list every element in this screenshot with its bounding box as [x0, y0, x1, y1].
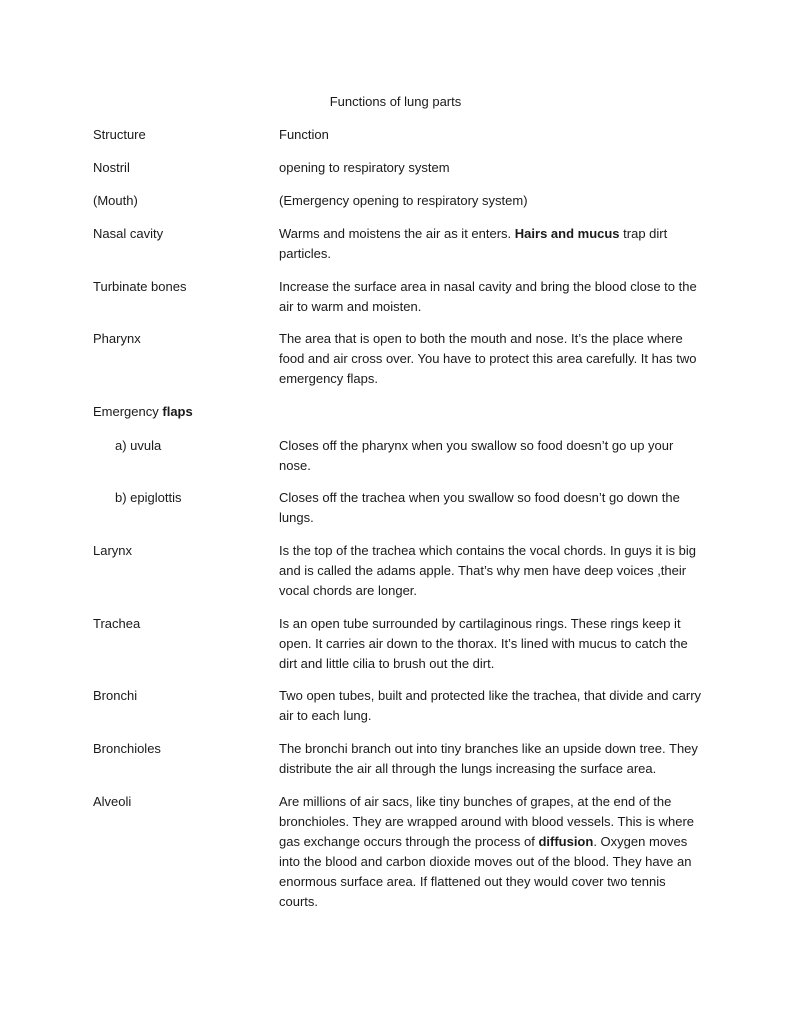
function-text: Increase the surface area in nasal cavity and bring the blood close to the air to warm and moisten.: [279, 279, 697, 314]
structure-cell: Alveoli: [93, 794, 132, 809]
structure-cell: Turbinate bones: [93, 279, 187, 294]
bold-term: diffusion: [538, 834, 594, 849]
structure-cell: Pharynx: [93, 331, 141, 346]
document-title: Functions of lung parts: [329, 94, 462, 109]
function-text: Are millions of air sacs, like tiny bunches of grapes, at the end of the bronchioles. They are wrapped around with blood vessels. This is where gas exchange occurs through the process of: [279, 794, 695, 849]
function-text: Is an open tube surrounded by cartilaginous rings. These rings keep it open. It carries air down to the thorax. It’s lined with mucus to catch the dirt and little cilia to brush out the dirt.: [279, 616, 688, 671]
structure-cell: (Mouth): [93, 193, 138, 208]
function-text: opening to respiratory system: [279, 160, 450, 175]
function-cell: [279, 739, 704, 779]
function-text: . Oxygen moves into the blood and carbon dioxide moves out of the blood. They have an enormous surface area. If flattened out they would cover two tennis courts.: [279, 834, 692, 909]
structure-cell: b) epiglottis: [115, 490, 182, 505]
function-text: Warms and moistens the air as it enters.: [279, 226, 515, 241]
function-cell: [279, 792, 704, 912]
structure-cell: [93, 402, 273, 422]
function-text: trap dirt particles.: [279, 226, 668, 261]
function-cell: [279, 329, 704, 389]
function-text: Two open tubes, built and protected like the trachea, that divide and carry air to each lung.: [279, 688, 702, 723]
function-cell: [279, 614, 704, 674]
function-cell: [279, 158, 704, 178]
structure-cell: Nasal cavity: [93, 226, 164, 241]
function-cell: [279, 488, 704, 528]
bold-term: Hairs and mucus: [514, 226, 620, 241]
structure-column-header: Structure: [93, 127, 146, 142]
function-text: Closes off the trachea when you swallow so food doesn’t go down the lungs.: [279, 490, 680, 525]
function-text: The area that is open to both the mouth and nose. It’s the place where food and air cross over. You have to protect this area carefully. It has two emergency flaps.: [279, 331, 697, 386]
bold-term: flaps: [162, 404, 193, 419]
function-cell: [279, 277, 704, 317]
structure-cell: Bronchioles: [93, 741, 161, 756]
structure-cell: Bronchi: [93, 688, 138, 703]
function-column-header: Function: [279, 127, 329, 142]
function-text: (Emergency opening to respiratory system): [279, 193, 528, 208]
function-cell: [279, 436, 704, 476]
structure-cell: Nostril: [93, 160, 130, 175]
function-text: Closes off the pharynx when you swallow so food doesn’t go up your nose.: [279, 438, 674, 473]
structure-cell: Trachea: [93, 616, 141, 631]
structure-text: Emergency: [93, 404, 163, 419]
function-cell: [279, 224, 704, 264]
function-text: The bronchi branch out into tiny branches like an upside down tree. They distribute the air all through the lungs increasing the surface area.: [279, 741, 698, 776]
function-cell: [279, 541, 704, 601]
function-cell: [279, 191, 704, 211]
structure-cell: a) uvula: [115, 438, 162, 453]
function-text: Is the top of the trachea which contains the vocal chords. In guys it is big and is called the adams apple. That’s why men have deep voices ,their vocal chords are longer.: [279, 543, 696, 598]
function-cell: [279, 686, 704, 726]
structure-cell: Larynx: [93, 543, 133, 558]
